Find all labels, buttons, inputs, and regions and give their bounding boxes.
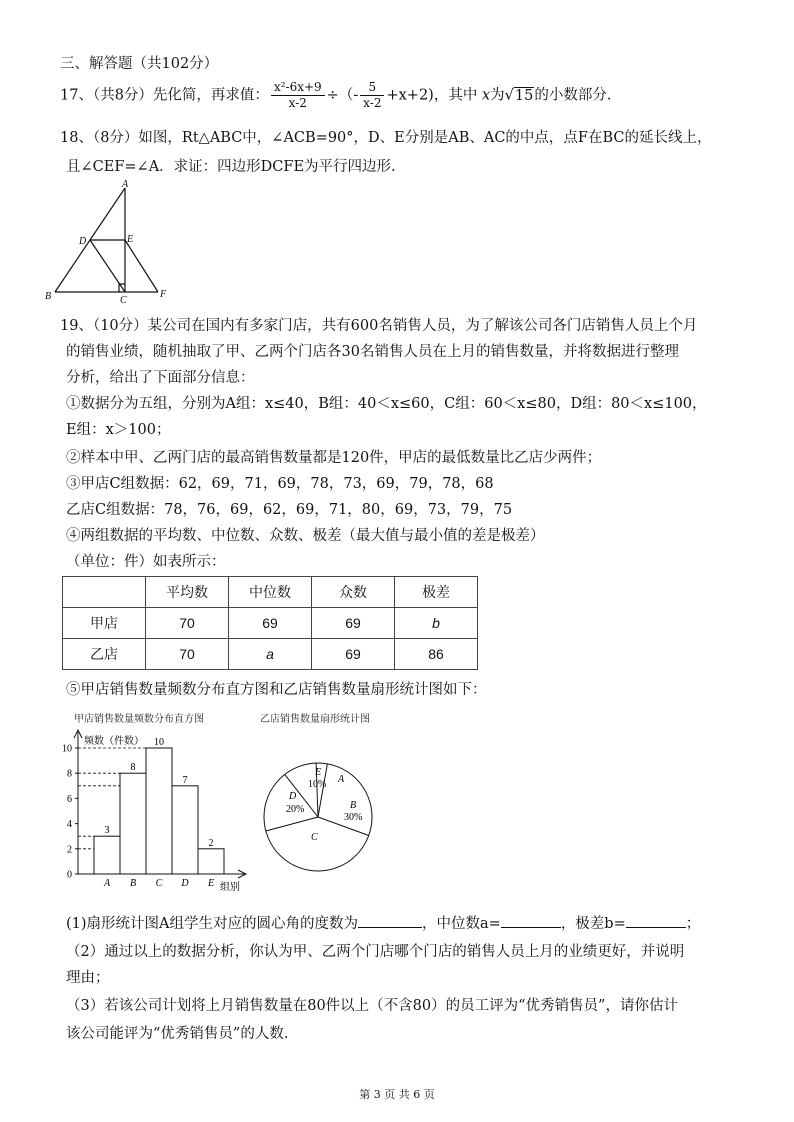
q17-frac2-denominator: x-2 <box>363 96 382 110</box>
label-E: E <box>127 234 134 245</box>
q17-prefix: 17、（共8分）先化简，再求值： <box>60 87 269 104</box>
answer-blank-b[interactable] <box>626 913 686 928</box>
pie-label-B: B <box>350 800 357 811</box>
label-A: A <box>122 179 129 190</box>
question-17: 17、（共8分）先化简，再求值： $\frac{\text{x²-6x+9}}{x-2}$ ÷（- $\frac{5}{x-2}$ +x+2)，其中 x为√15的小数部分. <box>60 80 612 110</box>
y-tick-label: 8 <box>67 768 72 780</box>
q19-info-4: ④两组数据的平均数、中位数、众数、极差（最大值与最小值的差是极差） <box>66 528 545 544</box>
table-header-cell: 极差 <box>395 577 478 608</box>
stats-table <box>62 576 478 670</box>
y-tick-label: 10 <box>62 743 72 755</box>
q19-info-1b: E组：x＞100； <box>66 422 171 438</box>
q19-line-2: 的销售业绩，随机抽取了甲、乙两个门店各30名销售人员在上月的销售数量，并将数据进行整理 <box>66 344 679 360</box>
answer-blank-a[interactable] <box>501 913 561 928</box>
sub-question-3b: 该公司能评为“优秀销售员”的人数. <box>66 1026 289 1042</box>
sub-question-1 <box>66 912 700 933</box>
answer-blank-angle[interactable] <box>358 913 422 928</box>
table-cell: 69 <box>312 639 395 670</box>
label-B: B <box>45 291 52 302</box>
q17-frac1-denominator: x-2 <box>288 96 307 110</box>
table-cell: 70 <box>146 608 229 639</box>
q19-line-3: 分析，给出了下面部分信息： <box>66 370 255 386</box>
segment-EF <box>125 240 158 292</box>
sub1-end: ； <box>685 916 701 932</box>
pie-percent-E: 10% <box>308 779 327 790</box>
q19-info-2: ②样本中甲、乙两门店的最高销售数量都是120件，甲店的最低数量比乙店少两件； <box>66 450 602 466</box>
sub-question-2a: （2）通过以上的数据分析，你认为甲、乙两个门店哪个门店的销售人员上月的业绩更好，并说明 <box>66 944 685 960</box>
table-header-cell: 众数 <box>312 577 395 608</box>
q19-info-3a: ③甲店C组数据：62，69，71，69，78，73，69，79，78，68 <box>66 476 494 492</box>
histogram-title: 甲店销售数量频数分布直方图 <box>74 714 204 725</box>
table-header-cell: 中位数 <box>229 577 312 608</box>
bar-value-label: 3 <box>104 825 110 837</box>
bar-value-label: 8 <box>130 762 136 774</box>
histogram-bar <box>198 849 224 874</box>
table-row <box>63 639 478 670</box>
table-header-cell: 平均数 <box>146 577 229 608</box>
bar-value-label: 2 <box>208 837 214 849</box>
pie-label-D: D <box>289 791 297 802</box>
pie-title: 乙店销售数量扇形统计图 <box>260 714 370 725</box>
x-category-label: B <box>129 878 137 889</box>
q17-tail: +x+2)，其中 <box>386 87 478 104</box>
label-D: D <box>79 236 87 247</box>
q17-fraction-1 <box>271 80 325 111</box>
pie-chart <box>262 756 392 878</box>
pie-label-A: A <box>338 774 345 785</box>
sub1-mid: ，中位数a= <box>422 916 501 932</box>
y-tick-label: 6 <box>67 793 72 805</box>
label-F: F <box>160 289 167 300</box>
sub-question-3a: （3）若该公司计划将上月销售数量在80件以上（不含80）的员工评为“优秀销售员”，请你估计 <box>66 998 678 1014</box>
sub-question-2b: 理由； <box>66 970 110 986</box>
x-category-label: A <box>103 878 111 889</box>
histogram-bar <box>94 836 120 874</box>
q17-is: 为 <box>490 87 505 104</box>
x-category-label: D <box>181 878 189 889</box>
sub1-mid2: ，极差b= <box>560 916 626 932</box>
q17-fraction-2 <box>360 80 384 111</box>
table-row <box>63 608 478 639</box>
y-tick-label: 2 <box>67 844 72 856</box>
table-cell: 86 <box>395 639 478 670</box>
x-category-label: E <box>207 878 215 889</box>
table-cell: b <box>395 608 478 639</box>
table-cell: 69 <box>312 608 395 639</box>
q17-division: ÷（- <box>326 87 359 104</box>
histogram-xlabel: 组别 <box>220 882 240 893</box>
histogram-chart <box>50 724 260 896</box>
q19-info-3b: 乙店C组数据：78，76，69，62，69，71，80，69，73，79，75 <box>66 502 513 518</box>
page-footer: 第 3 页 共 6 页 <box>359 1088 435 1101</box>
q17-end: 的小数部分. <box>534 87 612 104</box>
q17-frac1-numerator: x²-6x+9 <box>271 80 325 96</box>
q19-info-1a: ①数据分为五组，分别为A组：x≤40，B组：40＜x≤60，C组：60＜x≤80，D组：80＜x≤100， <box>66 396 707 412</box>
table-cell: 69 <box>229 608 312 639</box>
histogram-bar <box>120 773 146 874</box>
table-cell: 甲店 <box>63 608 146 639</box>
q17-sqrt-value: 15 <box>514 87 534 104</box>
pie-label-C: C <box>311 832 318 843</box>
table-cell: 乙店 <box>63 639 146 670</box>
histogram-bar <box>172 786 198 874</box>
y-tick-label: 4 <box>67 819 72 831</box>
y-tick-label: 0 <box>67 869 72 881</box>
bar-value-label: 10 <box>154 737 164 748</box>
x-category-label: C <box>155 878 163 889</box>
table-header-cell <box>63 577 146 608</box>
sub1-text: (1)扇形统计图A组学生对应的圆心角的度数为 <box>66 916 359 932</box>
histogram-bar <box>146 748 172 874</box>
q19-info-5: ⑤甲店销售数量频数分布直方图和乙店销售数量扇形统计图如下： <box>66 682 487 698</box>
q18-line-1: 18、（8分）如图，Rt△ABC中，∠ACB=90°，D、E分别是AB、AC的中点，点F在BC的延长线上， <box>60 130 712 146</box>
pie-percent-D: 20% <box>286 804 305 815</box>
triangle-diagram <box>40 178 180 306</box>
histogram-ylabel: 频数（件数） <box>84 736 144 747</box>
bar-value-label: 7 <box>182 774 188 786</box>
q19-unit: （单位：件）如表所示： <box>66 554 226 570</box>
pie-label-E: E <box>315 767 322 778</box>
table-header-row <box>63 577 478 608</box>
q18-line-2: 且∠CEF=∠A．求证：四边形DCFE为平行四边形. <box>66 159 396 175</box>
q17-x: x <box>481 87 491 104</box>
section-title: 三、解答题（共102分） <box>60 56 219 72</box>
label-C: C <box>120 295 127 306</box>
table-cell: a <box>229 639 312 670</box>
pie-percent-B: 30% <box>344 812 363 823</box>
table-cell: 70 <box>146 639 229 670</box>
q19-line-1: 19、（10分）某公司在国内有多家门店，共有600名销售人员，为了解该公司各门店销售人员上个月 <box>60 318 698 334</box>
q17-frac2-numerator: 5 <box>360 80 384 96</box>
